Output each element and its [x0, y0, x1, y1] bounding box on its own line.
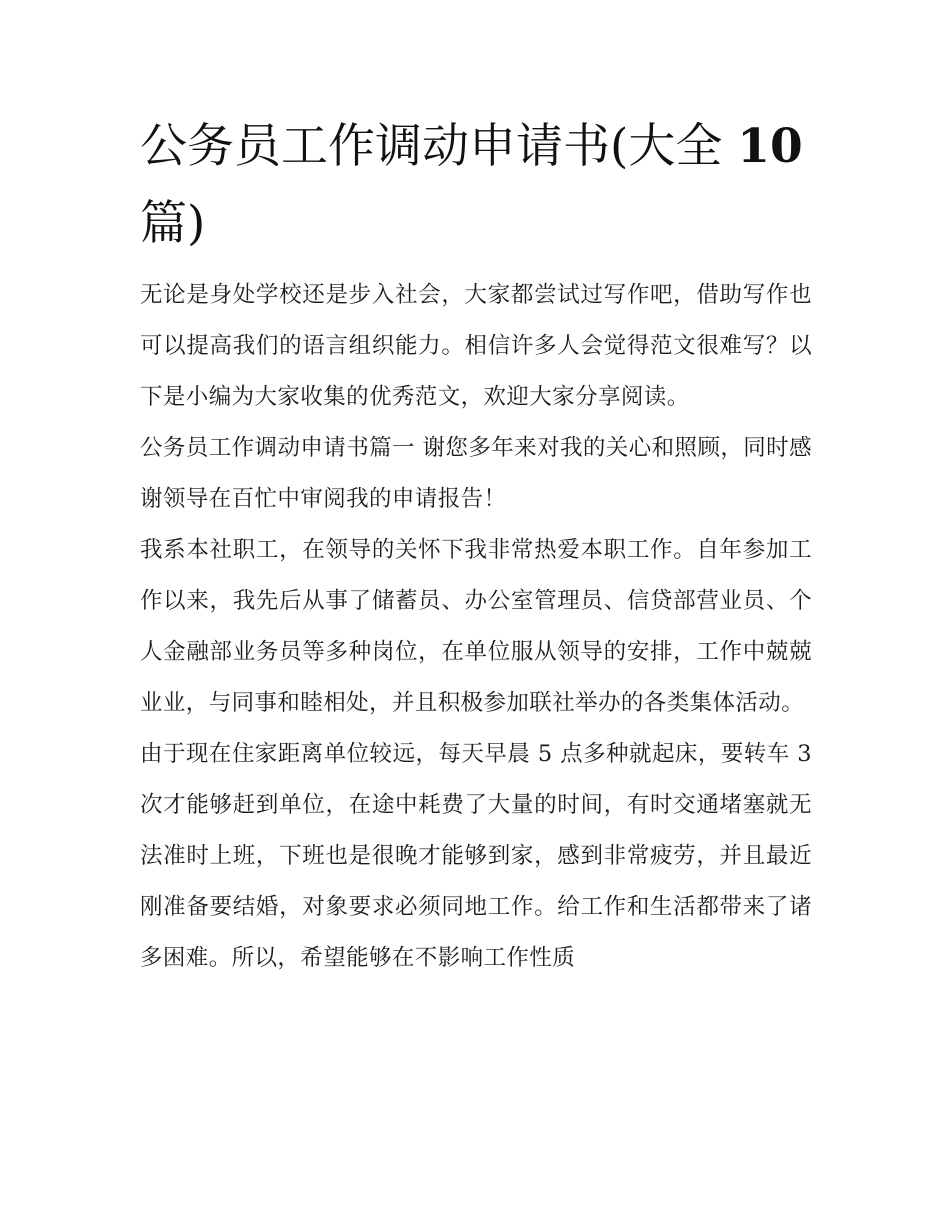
- paragraph-reason: 由于现在住家距离单位较远，每天早晨 5 点多种就起床，要转车 3 次才能够赶到单位，在途中耗费了大量的时间，有时交通堵塞就无法准时上班，下班也是很晚才能够到家，感到非常疲劳，并且最近刚准备要结婚，对象要求必须同地工作。给工作和生活都带来了诸多困难。所以，希望能够在不影响工作性质: [140, 741, 812, 971]
- paragraph-intro: 无论是身处学校还是步入社会，大家都尝试过写作吧，借助写作也可以提高我们的语言组织能力。相信许多人会觉得范文很难写？以下是小编为大家收集的优秀范文，欢迎大家分享阅读。: [140, 282, 812, 410]
- document-body: [140, 108, 812, 984]
- document-title: 公务员工作调动申请书(大全 10 篇): [140, 119, 803, 251]
- paragraph-work-history: 我系本社职工，在领导的关怀下我非常热爱本职工作。自年参加工作以来，我先后从事了储蓄员、办公室管理员、信贷部营业员、个人金融部业务员等多种岗位，在单位服从领导的安排，工作中兢兢业业，与同事和睦相处，并且积极参加联社举办的各类集体活动。: [140, 537, 812, 716]
- paragraph-thanks: 公务员工作调动申请书篇一 谢您多年来对我的关心和照顾，同时感谢领导在百忙中审阅我的申请报告！: [140, 435, 812, 512]
